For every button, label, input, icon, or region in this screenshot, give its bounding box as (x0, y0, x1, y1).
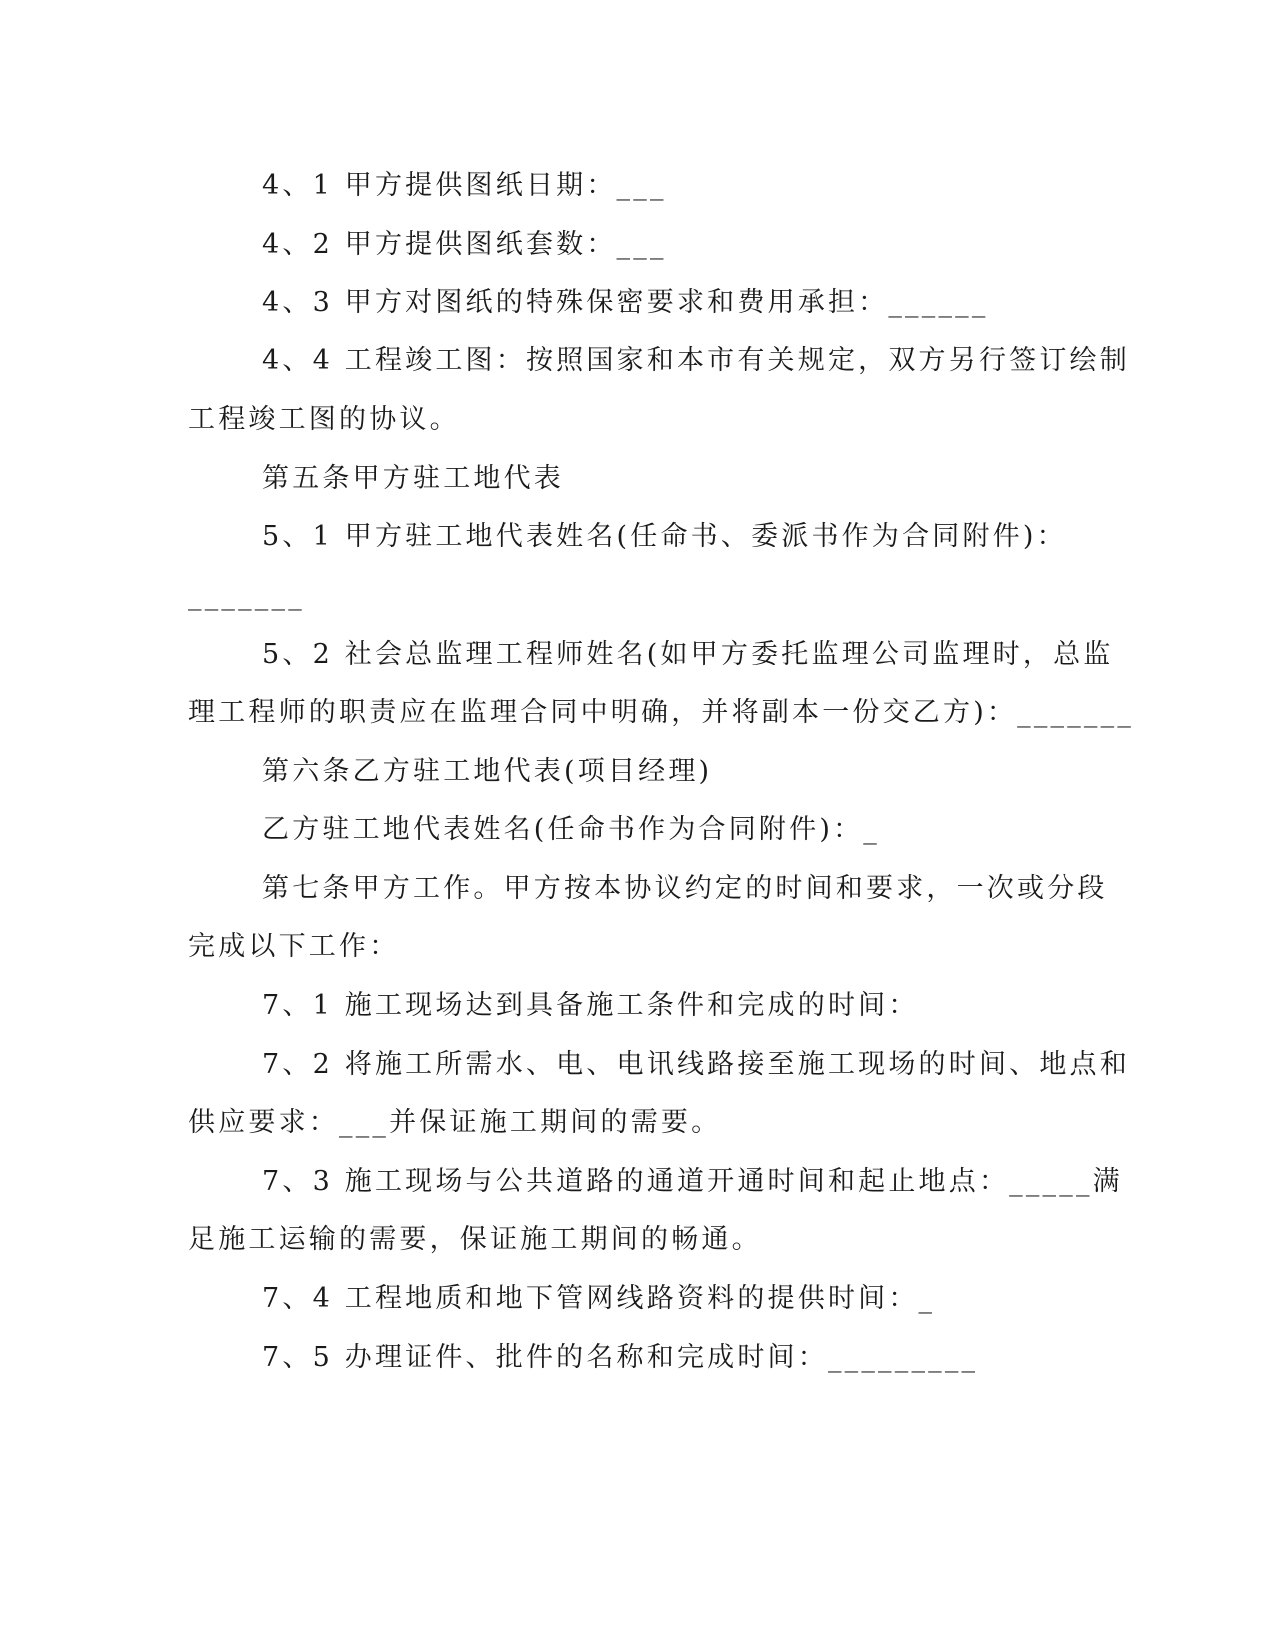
clause-5-1-blank: _______ (188, 580, 305, 611)
clause-4-4: 4、4 工程竣工图：按照国家和本市有关规定，双方另行签订绘制 (262, 345, 1130, 376)
clause-4-4-continued: 工程竣工图的协议。 (188, 404, 460, 435)
clause-5-2-continued: 理工程师的职责应在监理合同中明确，并将副本一份交乙方)：_______ (188, 697, 1135, 728)
article-5-heading: 第五条甲方驻工地代表 (262, 463, 564, 494)
article-7-heading: 第七条甲方工作。甲方按本协议约定的时间和要求，一次或分段 (262, 873, 1108, 904)
clause-7-2-continued: 供应要求：___并保证施工期间的需要。 (188, 1107, 722, 1138)
clause-5-2: 5、2 社会总监理工程师姓名(如甲方委托监理公司监理时，总监 (262, 639, 1114, 670)
article-6-representative: 乙方驻工地代表姓名(任命书作为合同附件)：_ (262, 814, 880, 845)
clause-5-1: 5、1 甲方驻工地代表姓名(任命书、委派书作为合同附件)： (262, 521, 1067, 552)
clause-4-1: 4、1 甲方提供图纸日期：___ (262, 170, 667, 201)
clause-7-5: 7、5 办理证件、批件的名称和完成时间：_________ (262, 1342, 979, 1373)
clause-7-1: 7、1 施工现场达到具备施工条件和完成的时间： (262, 990, 919, 1021)
clause-4-3: 4、3 甲方对图纸的特殊保密要求和费用承担：______ (262, 287, 989, 318)
clause-4-2: 4、2 甲方提供图纸套数：___ (262, 229, 667, 260)
clause-7-3-continued: 足施工运输的需要，保证施工期间的畅通。 (188, 1224, 762, 1255)
article-6-heading: 第六条乙方驻工地代表(项目经理) (262, 756, 713, 787)
clause-7-3: 7、3 施工现场与公共道路的通道开通时间和起止地点：_____满 (262, 1166, 1123, 1197)
clause-7-4: 7、4 工程地质和地下管网线路资料的提供时间：_ (262, 1283, 936, 1314)
article-7-heading-continued: 完成以下工作： (188, 931, 400, 962)
clause-7-2: 7、2 将施工所需水、电、电讯线路接至施工现场的时间、地点和 (262, 1049, 1130, 1080)
